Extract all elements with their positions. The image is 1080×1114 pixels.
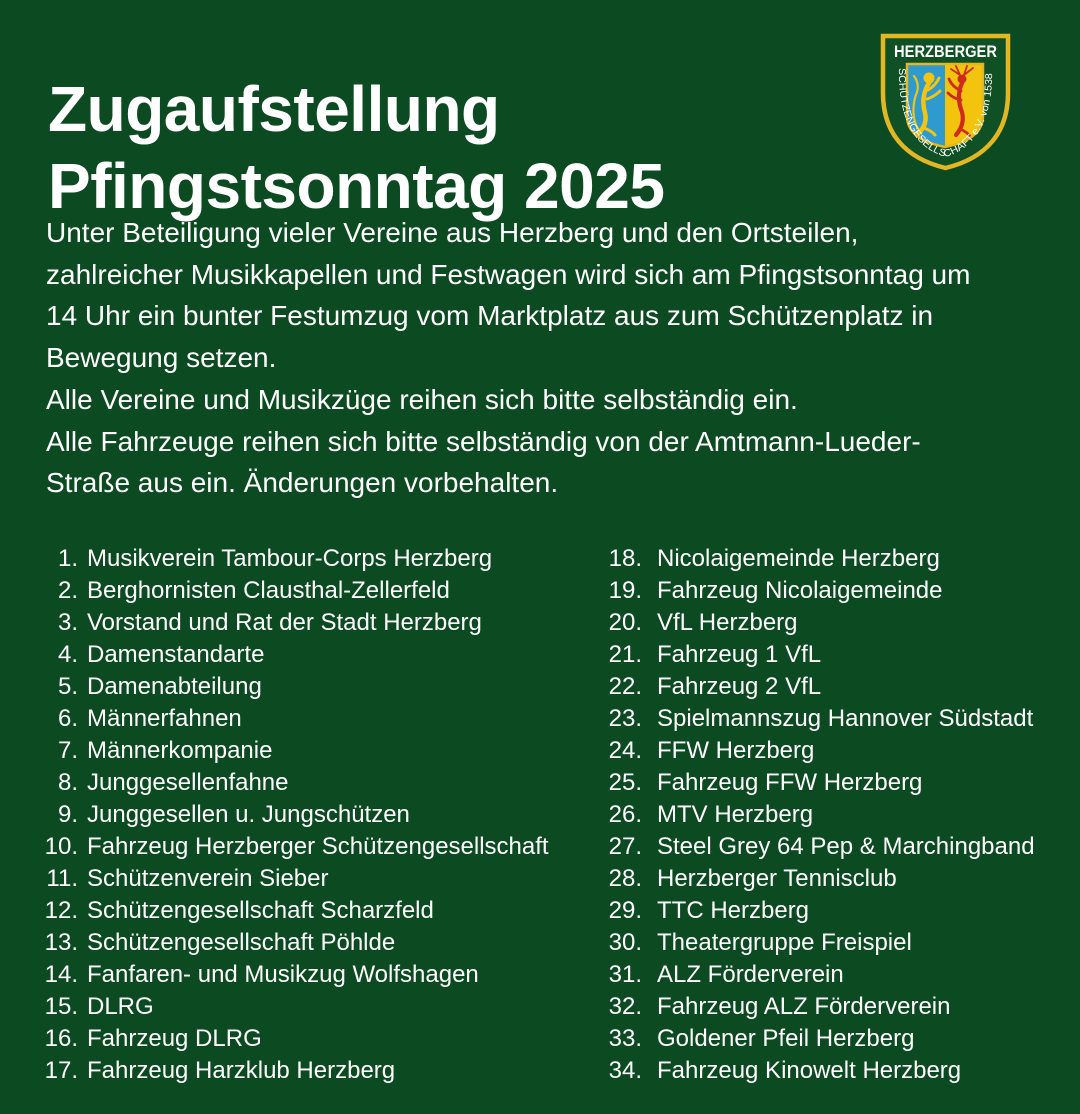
list-item — [44, 1023, 549, 1055]
crest-curved-text: SCHÜTZENGESELLSCHAFT e.V. von 1538 — [895, 68, 996, 161]
list-item-number: 11. — [46, 865, 78, 892]
list-item-label: FFW Herzberg — [657, 737, 815, 764]
list-item-number: 20. — [608, 609, 642, 636]
club-crest-logo — [878, 31, 1013, 173]
list-item-label: Fahrzeug DLRG — [87, 1025, 262, 1052]
list-item-label: Goldener Pfeil Herzberg — [657, 1025, 915, 1052]
list-item — [602, 767, 1035, 799]
list-item-label: Fahrzeug 2 VfL — [657, 673, 822, 700]
list-item — [602, 703, 1035, 735]
list-item-label: Spielmannszug Hannover Südstadt — [657, 705, 1034, 732]
list-item — [602, 959, 1035, 991]
list-item-label: Junggesellenfahne — [87, 769, 289, 796]
list-item — [44, 639, 549, 671]
list-item-number: 4. — [57, 641, 78, 668]
list-item-number: 12. — [44, 897, 78, 924]
list-item-number: 13. — [44, 929, 78, 956]
list-item — [44, 575, 549, 607]
list-item-number: 3. — [57, 609, 78, 636]
list-item-label: Fahrzeug 1 VfL — [657, 641, 822, 668]
list-item-number: 5. — [57, 673, 78, 700]
list-item — [44, 671, 549, 703]
list-item-number: 17. — [44, 1057, 78, 1084]
list-item-number: 21. — [608, 641, 642, 668]
list-item — [602, 895, 1035, 927]
list-item — [602, 735, 1035, 767]
list-item — [44, 607, 549, 639]
intro-line: 14 Uhr ein bunter Festumzug vom Marktplatz aus zum Schützenplatz in — [46, 300, 934, 332]
list-item-label: Fanfaren- und Musikzug Wolfshagen — [87, 961, 479, 988]
list-item — [44, 895, 549, 927]
list-item-number: 8. — [57, 769, 78, 796]
parade-list-right-column — [602, 543, 1035, 1087]
list-item-number: 34. — [608, 1057, 642, 1084]
list-item — [44, 1055, 549, 1087]
list-item-label: Fahrzeug Kinowelt Herzberg — [657, 1057, 962, 1084]
list-item — [602, 607, 1035, 639]
list-item — [602, 671, 1035, 703]
list-item-label: Fahrzeug ALZ Förderverein — [657, 993, 951, 1020]
list-item — [44, 959, 549, 991]
list-item-number: 29. — [608, 897, 642, 924]
list-item-number: 27. — [608, 833, 642, 860]
list-item-number: 31. — [608, 961, 642, 988]
list-item-label: Junggesellen u. Jungschützen — [87, 801, 410, 828]
crest-top-text: HERZBERGER — [894, 43, 998, 61]
list-item — [44, 991, 549, 1023]
list-item-label: Männerfahnen — [87, 705, 242, 732]
list-item-label: MTV Herzberg — [657, 801, 814, 828]
page-title — [48, 71, 664, 225]
list-item-number: 15. — [44, 993, 78, 1020]
list-item-label: ALZ Förderverein — [657, 961, 844, 988]
list-item — [602, 639, 1035, 671]
list-item-label: Nicolaigemeinde Herzberg — [657, 545, 940, 572]
list-item — [602, 1023, 1035, 1055]
list-item-label: VfL Herzberg — [657, 609, 798, 636]
parade-list-left-column — [44, 543, 549, 1087]
list-item-label: Schützengesellschaft Pöhlde — [87, 929, 396, 956]
list-item-number: 19. — [608, 577, 642, 604]
list-item-label: Damenabteilung — [87, 673, 262, 700]
list-item-label: Steel Grey 64 Pep & Marchingband — [657, 833, 1035, 860]
intro-line: Straße aus ein. Änderungen vorbehalten. — [46, 467, 559, 499]
page-title-line1: Zugaufstellung — [48, 72, 500, 145]
page-title-line2: Pfingstsonntag 2025 — [48, 149, 665, 222]
list-item — [44, 767, 549, 799]
list-item-number: 18. — [608, 545, 642, 572]
list-item-label: TTC Herzberg — [657, 897, 810, 924]
list-item-number: 9. — [57, 801, 78, 828]
list-item-label: Männerkompanie — [87, 737, 273, 764]
list-item — [44, 831, 549, 863]
list-item — [602, 1055, 1035, 1087]
list-item — [44, 799, 549, 831]
list-item-number: 23. — [608, 705, 642, 732]
list-item-number: 1. — [57, 545, 78, 572]
list-item-label: DLRG — [87, 993, 154, 1020]
list-item-number: 14. — [44, 961, 78, 988]
list-item-label: Schützengesellschaft Scharzfeld — [87, 897, 434, 924]
list-item-number: 10. — [44, 833, 78, 860]
intro-line: Bewegung setzen. — [46, 342, 277, 374]
intro-line: Unter Beteiligung vieler Vereine aus Herzberg und den Ortsteilen, — [46, 217, 859, 248]
list-item-number: 25. — [608, 769, 642, 796]
list-item-number: 28. — [608, 865, 642, 892]
list-item — [44, 543, 549, 575]
list-item-label: Fahrzeug Nicolaigemeinde — [657, 577, 943, 604]
intro-line: Alle Vereine und Musikzüge reihen sich bitte selbständig ein. — [46, 383, 798, 415]
list-item — [602, 863, 1035, 895]
list-item — [602, 543, 1035, 575]
list-item-number: 33. — [608, 1025, 642, 1052]
list-item-label: Fahrzeug Harzklub Herzberg — [87, 1057, 396, 1084]
list-item — [44, 703, 549, 735]
list-item-label: Herzberger Tennisclub — [657, 865, 897, 892]
list-item-number: 7. — [57, 737, 78, 764]
list-item — [44, 735, 549, 767]
list-item-number: 22. — [608, 673, 642, 700]
list-item — [602, 575, 1035, 607]
intro-text — [46, 212, 970, 504]
list-item-label: Fahrzeug FFW Herzberg — [657, 769, 923, 796]
list-item — [602, 927, 1035, 959]
list-item-label: Fahrzeug Herzberger Schützengesellschaft — [87, 833, 549, 860]
list-item-number: 2. — [57, 577, 78, 604]
intro-line: zahlreicher Musikkapellen und Festwagen wird sich am Pfingstsonntag um — [46, 258, 971, 290]
list-item — [44, 927, 549, 959]
list-item — [602, 991, 1035, 1023]
list-item-number: 30. — [608, 929, 642, 956]
list-item — [602, 799, 1035, 831]
list-item-label: Vorstand und Rat der Stadt Herzberg — [87, 609, 482, 636]
list-item — [44, 863, 549, 895]
list-item-number: 16. — [44, 1025, 78, 1052]
list-item-label: Theatergruppe Freispiel — [657, 929, 912, 956]
list-item-label: Damenstandarte — [87, 641, 265, 668]
list-item-number: 24. — [608, 737, 642, 764]
list-item-number: 6. — [57, 705, 78, 732]
list-item-label: Berghornisten Clausthal-Zellerfeld — [87, 577, 450, 604]
list-item-number: 26. — [608, 801, 642, 828]
list-item — [602, 831, 1035, 863]
intro-line: Alle Fahrzeuge reihen sich bitte selbständig von der Amtmann-Lueder- — [46, 425, 921, 457]
list-item-label: Schützenverein Sieber — [87, 865, 329, 892]
list-item-number: 32. — [608, 993, 642, 1020]
list-item-label: Musikverein Tambour-Corps Herzberg — [87, 545, 493, 572]
